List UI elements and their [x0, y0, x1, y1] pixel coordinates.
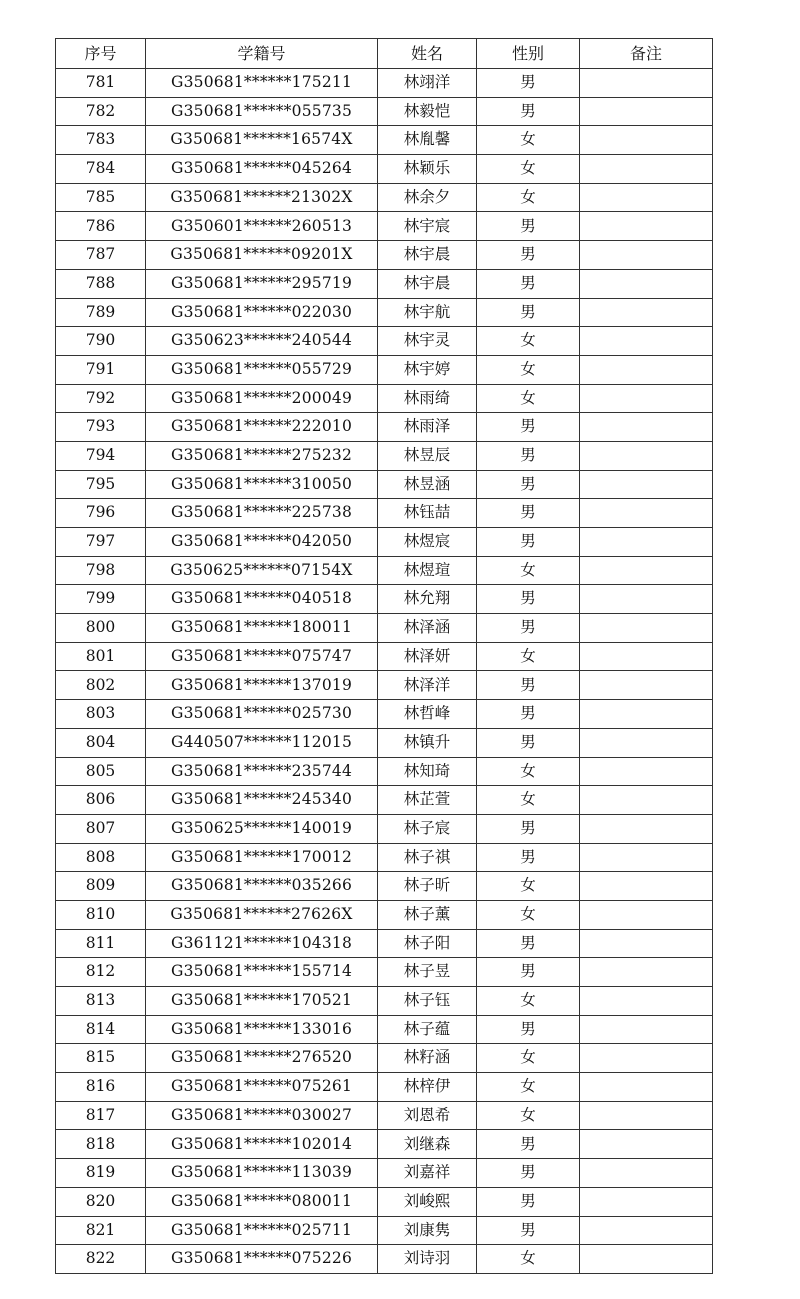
table-row [56, 528, 713, 557]
cell-name: 林毅恺 [378, 97, 477, 126]
cell-seq: 807 [56, 814, 146, 843]
table-row [56, 757, 713, 786]
cell-seq: 796 [56, 499, 146, 528]
table-row [56, 642, 713, 671]
cell-gender: 女 [477, 786, 580, 815]
cell-seq: 814 [56, 1015, 146, 1044]
table-row [56, 1130, 713, 1159]
table-row [56, 872, 713, 901]
cell-student-id: G350681******055735 [146, 97, 378, 126]
cell-seq: 803 [56, 700, 146, 729]
cell-note [580, 69, 713, 98]
cell-name: 林宇航 [378, 298, 477, 327]
cell-seq: 781 [56, 69, 146, 98]
cell-note [580, 585, 713, 614]
table-row [56, 1015, 713, 1044]
cell-student-id: G350681******21302X [146, 183, 378, 212]
cell-gender: 男 [477, 1130, 580, 1159]
table-row [56, 183, 713, 212]
cell-student-id: G350681******16574X [146, 126, 378, 155]
cell-note [580, 269, 713, 298]
table-row [56, 355, 713, 384]
student-roster-table [55, 38, 713, 1274]
cell-note [580, 671, 713, 700]
cell-note [580, 212, 713, 241]
cell-gender: 男 [477, 97, 580, 126]
cell-note [580, 900, 713, 929]
cell-student-id: G350681******235744 [146, 757, 378, 786]
cell-name: 林芷萱 [378, 786, 477, 815]
cell-student-id: G350681******295719 [146, 269, 378, 298]
cell-student-id: G350681******222010 [146, 413, 378, 442]
cell-name: 林泽涵 [378, 614, 477, 643]
cell-name: 刘康隽 [378, 1216, 477, 1245]
cell-gender: 男 [477, 298, 580, 327]
cell-note [580, 642, 713, 671]
cell-note [580, 327, 713, 356]
cell-note [580, 126, 713, 155]
cell-note [580, 298, 713, 327]
cell-note [580, 700, 713, 729]
cell-name: 林胤馨 [378, 126, 477, 155]
cell-gender: 男 [477, 843, 580, 872]
cell-note [580, 499, 713, 528]
cell-seq: 808 [56, 843, 146, 872]
cell-student-id: G350681******276520 [146, 1044, 378, 1073]
cell-note [580, 1015, 713, 1044]
cell-name: 林煜瑄 [378, 556, 477, 585]
header-row [56, 39, 713, 69]
cell-gender: 女 [477, 126, 580, 155]
cell-gender: 女 [477, 987, 580, 1016]
table-row [56, 413, 713, 442]
cell-student-id: G350681******275232 [146, 441, 378, 470]
table-row [56, 327, 713, 356]
cell-note [580, 1216, 713, 1245]
cell-name: 林宇宸 [378, 212, 477, 241]
cell-name: 林子宸 [378, 814, 477, 843]
cell-seq: 788 [56, 269, 146, 298]
cell-gender: 女 [477, 1245, 580, 1274]
cell-seq: 786 [56, 212, 146, 241]
cell-name: 林泽妍 [378, 642, 477, 671]
cell-note [580, 413, 713, 442]
cell-name: 林子阳 [378, 929, 477, 958]
cell-gender: 男 [477, 728, 580, 757]
cell-gender: 男 [477, 1159, 580, 1188]
table-row [56, 470, 713, 499]
table-row [56, 728, 713, 757]
cell-gender: 男 [477, 958, 580, 987]
cell-student-id: G350681******133016 [146, 1015, 378, 1044]
cell-name: 林煜宸 [378, 528, 477, 557]
cell-seq: 812 [56, 958, 146, 987]
cell-gender: 女 [477, 1044, 580, 1073]
cell-note [580, 728, 713, 757]
table-row [56, 126, 713, 155]
cell-seq: 805 [56, 757, 146, 786]
cell-seq: 821 [56, 1216, 146, 1245]
cell-seq: 792 [56, 384, 146, 413]
cell-student-id: G350681******200049 [146, 384, 378, 413]
cell-gender: 男 [477, 528, 580, 557]
table-row [56, 900, 713, 929]
cell-gender: 男 [477, 413, 580, 442]
cell-seq: 804 [56, 728, 146, 757]
table-row [56, 814, 713, 843]
table-row [56, 97, 713, 126]
cell-student-id: G350681******022030 [146, 298, 378, 327]
table-row [56, 1216, 713, 1245]
cell-student-id: G350681******075226 [146, 1245, 378, 1274]
cell-seq: 795 [56, 470, 146, 499]
cell-seq: 785 [56, 183, 146, 212]
cell-name: 林昱辰 [378, 441, 477, 470]
cell-gender: 男 [477, 614, 580, 643]
cell-name: 林雨泽 [378, 413, 477, 442]
cell-name: 刘峻熙 [378, 1187, 477, 1216]
cell-seq: 810 [56, 900, 146, 929]
cell-gender: 女 [477, 872, 580, 901]
cell-seq: 820 [56, 1187, 146, 1216]
cell-gender: 女 [477, 757, 580, 786]
cell-gender: 女 [477, 1101, 580, 1130]
cell-seq: 822 [56, 1245, 146, 1274]
table-row [56, 384, 713, 413]
cell-seq: 806 [56, 786, 146, 815]
header-note: 备注 [580, 39, 713, 69]
cell-student-id: G350681******025730 [146, 700, 378, 729]
cell-gender: 女 [477, 556, 580, 585]
table-row [56, 786, 713, 815]
table-row [56, 1245, 713, 1274]
cell-student-id: G350681******042050 [146, 528, 378, 557]
cell-gender: 男 [477, 1216, 580, 1245]
cell-student-id: G350623******240544 [146, 327, 378, 356]
cell-name: 刘诗羽 [378, 1245, 477, 1274]
cell-note [580, 470, 713, 499]
cell-seq: 813 [56, 987, 146, 1016]
table-row [56, 1101, 713, 1130]
cell-seq: 811 [56, 929, 146, 958]
cell-seq: 817 [56, 1101, 146, 1130]
table-row [56, 1159, 713, 1188]
cell-note [580, 1245, 713, 1274]
cell-name: 刘继森 [378, 1130, 477, 1159]
header-seq: 序号 [56, 39, 146, 69]
cell-name: 林钰喆 [378, 499, 477, 528]
cell-student-id: G350681******170521 [146, 987, 378, 1016]
cell-note [580, 97, 713, 126]
cell-student-id: G350681******225738 [146, 499, 378, 528]
cell-name: 林昱涵 [378, 470, 477, 499]
cell-note [580, 814, 713, 843]
cell-student-id: G350625******140019 [146, 814, 378, 843]
cell-gender: 男 [477, 241, 580, 270]
cell-gender: 女 [477, 900, 580, 929]
cell-note [580, 872, 713, 901]
cell-gender: 男 [477, 1015, 580, 1044]
cell-student-id: G350681******025711 [146, 1216, 378, 1245]
cell-name: 林子薰 [378, 900, 477, 929]
cell-note [580, 441, 713, 470]
cell-seq: 799 [56, 585, 146, 614]
cell-seq: 801 [56, 642, 146, 671]
cell-gender: 男 [477, 470, 580, 499]
table-row [56, 987, 713, 1016]
cell-name: 林镇升 [378, 728, 477, 757]
cell-student-id: G361121******104318 [146, 929, 378, 958]
cell-seq: 800 [56, 614, 146, 643]
table-row [56, 241, 713, 270]
cell-name: 林子昱 [378, 958, 477, 987]
cell-name: 林梓伊 [378, 1073, 477, 1102]
cell-note [580, 843, 713, 872]
table-row [56, 298, 713, 327]
table-row [56, 614, 713, 643]
cell-note [580, 987, 713, 1016]
cell-student-id: G350681******030027 [146, 1101, 378, 1130]
cell-student-id: G350625******07154X [146, 556, 378, 585]
cell-gender: 男 [477, 69, 580, 98]
cell-name: 林雨绮 [378, 384, 477, 413]
cell-name: 林子祺 [378, 843, 477, 872]
cell-name: 林允翔 [378, 585, 477, 614]
cell-note [580, 1159, 713, 1188]
cell-gender: 男 [477, 1187, 580, 1216]
table-body [56, 69, 713, 1274]
cell-note [580, 958, 713, 987]
cell-seq: 789 [56, 298, 146, 327]
cell-student-id: G440507******112015 [146, 728, 378, 757]
cell-student-id: G350681******245340 [146, 786, 378, 815]
cell-seq: 819 [56, 1159, 146, 1188]
cell-name: 林宇晨 [378, 269, 477, 298]
cell-student-id: G350681******175211 [146, 69, 378, 98]
cell-gender: 女 [477, 1073, 580, 1102]
cell-seq: 809 [56, 872, 146, 901]
cell-student-id: G350601******260513 [146, 212, 378, 241]
header-name: 姓名 [378, 39, 477, 69]
cell-student-id: G350681******080011 [146, 1187, 378, 1216]
cell-note [580, 556, 713, 585]
cell-student-id: G350681******040518 [146, 585, 378, 614]
cell-seq: 816 [56, 1073, 146, 1102]
cell-note [580, 528, 713, 557]
cell-student-id: G350681******055729 [146, 355, 378, 384]
table-row [56, 929, 713, 958]
cell-student-id: G350681******075747 [146, 642, 378, 671]
cell-gender: 男 [477, 814, 580, 843]
cell-student-id: G350681******27626X [146, 900, 378, 929]
cell-name: 林余夕 [378, 183, 477, 212]
cell-note [580, 1044, 713, 1073]
table-row [56, 556, 713, 585]
cell-seq: 818 [56, 1130, 146, 1159]
table-row [56, 958, 713, 987]
table-row [56, 155, 713, 184]
cell-student-id: G350681******155714 [146, 958, 378, 987]
cell-student-id: G350681******180011 [146, 614, 378, 643]
cell-name: 刘恩希 [378, 1101, 477, 1130]
table-row [56, 585, 713, 614]
cell-gender: 男 [477, 671, 580, 700]
cell-seq: 797 [56, 528, 146, 557]
cell-gender: 男 [477, 929, 580, 958]
cell-note [580, 155, 713, 184]
cell-student-id: G350681******113039 [146, 1159, 378, 1188]
cell-note [580, 757, 713, 786]
cell-student-id: G350681******137019 [146, 671, 378, 700]
cell-note [580, 355, 713, 384]
cell-note [580, 1101, 713, 1130]
cell-student-id: G350681******310050 [146, 470, 378, 499]
cell-note [580, 241, 713, 270]
cell-seq: 815 [56, 1044, 146, 1073]
cell-seq: 790 [56, 327, 146, 356]
cell-note [580, 384, 713, 413]
header-gender: 性别 [477, 39, 580, 69]
table-row [56, 671, 713, 700]
cell-seq: 787 [56, 241, 146, 270]
table-row [56, 69, 713, 98]
table-header [56, 39, 713, 69]
cell-note [580, 614, 713, 643]
cell-seq: 784 [56, 155, 146, 184]
cell-gender: 男 [477, 585, 580, 614]
cell-student-id: G350681******102014 [146, 1130, 378, 1159]
cell-name: 林宇灵 [378, 327, 477, 356]
table-row [56, 269, 713, 298]
cell-name: 刘嘉祥 [378, 1159, 477, 1188]
cell-name: 林翊洋 [378, 69, 477, 98]
cell-seq: 798 [56, 556, 146, 585]
cell-gender: 女 [477, 327, 580, 356]
cell-seq: 791 [56, 355, 146, 384]
cell-name: 林子蕴 [378, 1015, 477, 1044]
cell-gender: 女 [477, 384, 580, 413]
table-row [56, 700, 713, 729]
cell-note [580, 1187, 713, 1216]
cell-name: 林宇晨 [378, 241, 477, 270]
cell-gender: 女 [477, 155, 580, 184]
cell-gender: 女 [477, 355, 580, 384]
cell-name: 林宇婷 [378, 355, 477, 384]
cell-name: 林子钰 [378, 987, 477, 1016]
cell-student-id: G350681******09201X [146, 241, 378, 270]
header-student-id: 学籍号 [146, 39, 378, 69]
cell-name: 林籽涵 [378, 1044, 477, 1073]
cell-gender: 女 [477, 642, 580, 671]
cell-note [580, 786, 713, 815]
table-row [56, 1073, 713, 1102]
cell-note [580, 929, 713, 958]
cell-name: 林子昕 [378, 872, 477, 901]
cell-gender: 男 [477, 499, 580, 528]
cell-gender: 男 [477, 700, 580, 729]
cell-seq: 793 [56, 413, 146, 442]
table-row [56, 499, 713, 528]
cell-note [580, 1073, 713, 1102]
cell-student-id: G350681******075261 [146, 1073, 378, 1102]
cell-gender: 女 [477, 183, 580, 212]
cell-gender: 男 [477, 269, 580, 298]
table-row [56, 441, 713, 470]
table-row [56, 843, 713, 872]
table-row [56, 212, 713, 241]
cell-name: 林泽洋 [378, 671, 477, 700]
cell-note [580, 1130, 713, 1159]
cell-name: 林知琦 [378, 757, 477, 786]
cell-student-id: G350681******045264 [146, 155, 378, 184]
cell-note [580, 183, 713, 212]
cell-name: 林颖乐 [378, 155, 477, 184]
cell-student-id: G350681******170012 [146, 843, 378, 872]
table-row [56, 1044, 713, 1073]
cell-student-id: G350681******035266 [146, 872, 378, 901]
cell-gender: 男 [477, 212, 580, 241]
cell-seq: 794 [56, 441, 146, 470]
table-row [56, 1187, 713, 1216]
cell-gender: 男 [477, 441, 580, 470]
cell-seq: 783 [56, 126, 146, 155]
cell-name: 林哲峰 [378, 700, 477, 729]
cell-seq: 802 [56, 671, 146, 700]
cell-seq: 782 [56, 97, 146, 126]
